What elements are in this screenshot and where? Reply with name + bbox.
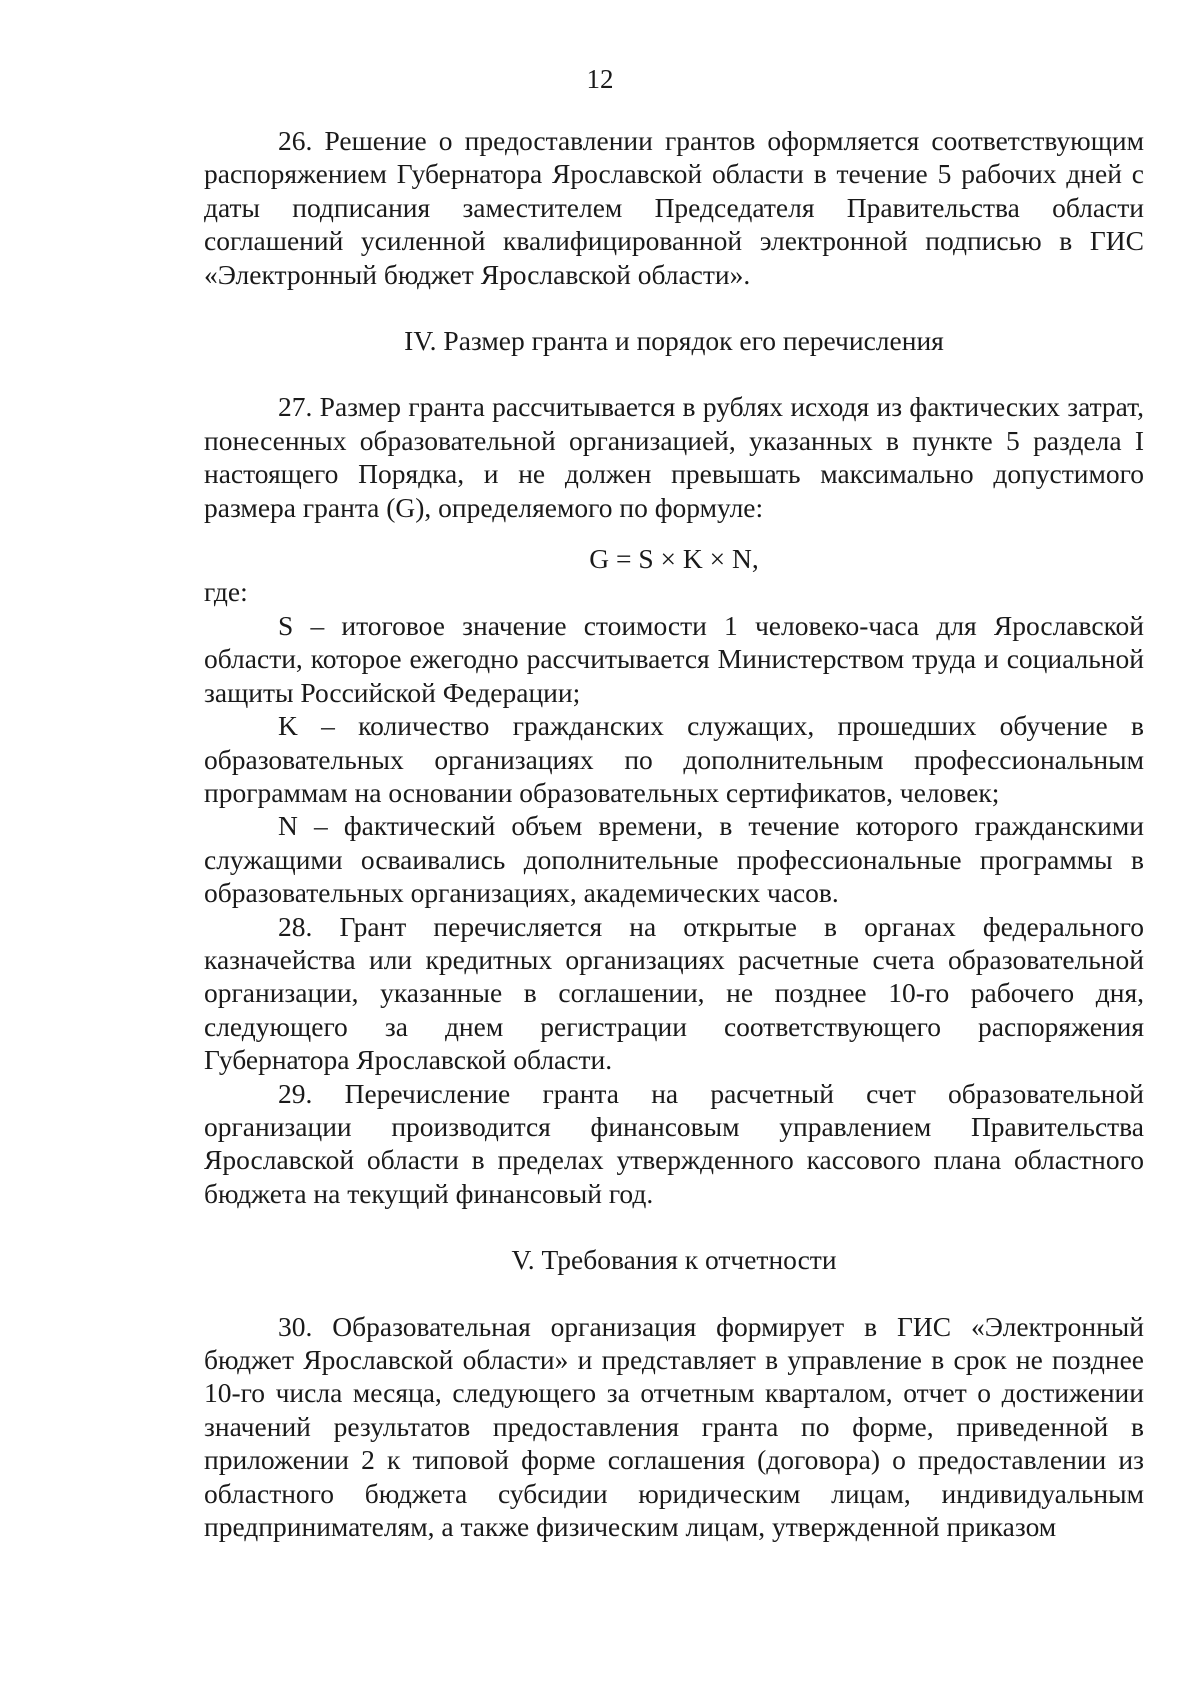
definition-s: S – итоговое значение стоимости 1 человеко-часа для Ярославской области, которое ежегодно рассчитывается Министерством труда и социальной защиты Российской Федерации; [204, 609, 1144, 708]
paragraph-29: 29. Перечисление гранта на расчетный счет образовательной организации производится финансовым управлением Правительства Ярославской области в пределах утвержденного кассового плана областного бюджета на текущий финансовый год. [204, 1077, 1144, 1209]
section-heading-v: V. Требования к отчетности [511, 1244, 837, 1276]
paragraph-27: 27. Размер гранта рассчитывается в рублях исходя из фактических затрат, понесенных образовательной организацией, указанных в пункте 5 раздела I настоящего Порядка, и не должен превышать максимально допустимого размера гранта (G), определяемого по формуле: [204, 391, 1144, 523]
grant-formula: G = S × K × N, [589, 543, 759, 575]
definition-k: K – количество гражданских служащих, прошедших обучение в образовательных организациях по дополнительным профессиональным программам на основании образовательных сертификатов, человек; [204, 710, 1144, 808]
paragraph-30: 30. Образовательная организация формирует в ГИС «Электронный бюджет Ярославской области» и представляет в управление в срок не позднее 10-го числа месяца, следующего за отчетным кварталом, отчет о достижении значений результатов предоставления гранта по форме, приведенной в приложении 2 к типовой форме соглашения (договора) о предоставлении из областного бюджета субсидии юридическим лицам, индивидуальным предпринимателям, а также физическим лицам, утвержденной приказом [204, 1310, 1144, 1543]
page-number: 12 [586, 64, 614, 94]
document-body [204, 124, 1144, 1543]
where-label: где: [204, 576, 248, 608]
paragraph-26: 26. Решение о предоставлении грантов оформляется соответствующим распоряжением Губернатора Ярославской области в течение 5 рабочих дней с даты подписания заместителем Председателя Правительства области соглашений усиленной квалифицированной электронной подписью в ГИС «Электронный бюджет Ярославской области». [204, 125, 1144, 290]
section-heading-iv: IV. Размер гранта и порядок его перечисления [404, 325, 944, 357]
paragraph-28: 28. Грант перечисляется на открытые в органах федерального казначейства или кредитных организациях расчетные счета образовательной организации, указанные в соглашении, не позднее 10-го рабочего дня, следующего за днем регистрации соответствующего распоряжения Губернатора Ярославской области. [204, 910, 1144, 1076]
definition-n: N – фактический объем времени, в течение которого гражданскими служащими осваивались дополнительные профессиональные программы в образовательных организациях, академических часов. [204, 810, 1144, 909]
